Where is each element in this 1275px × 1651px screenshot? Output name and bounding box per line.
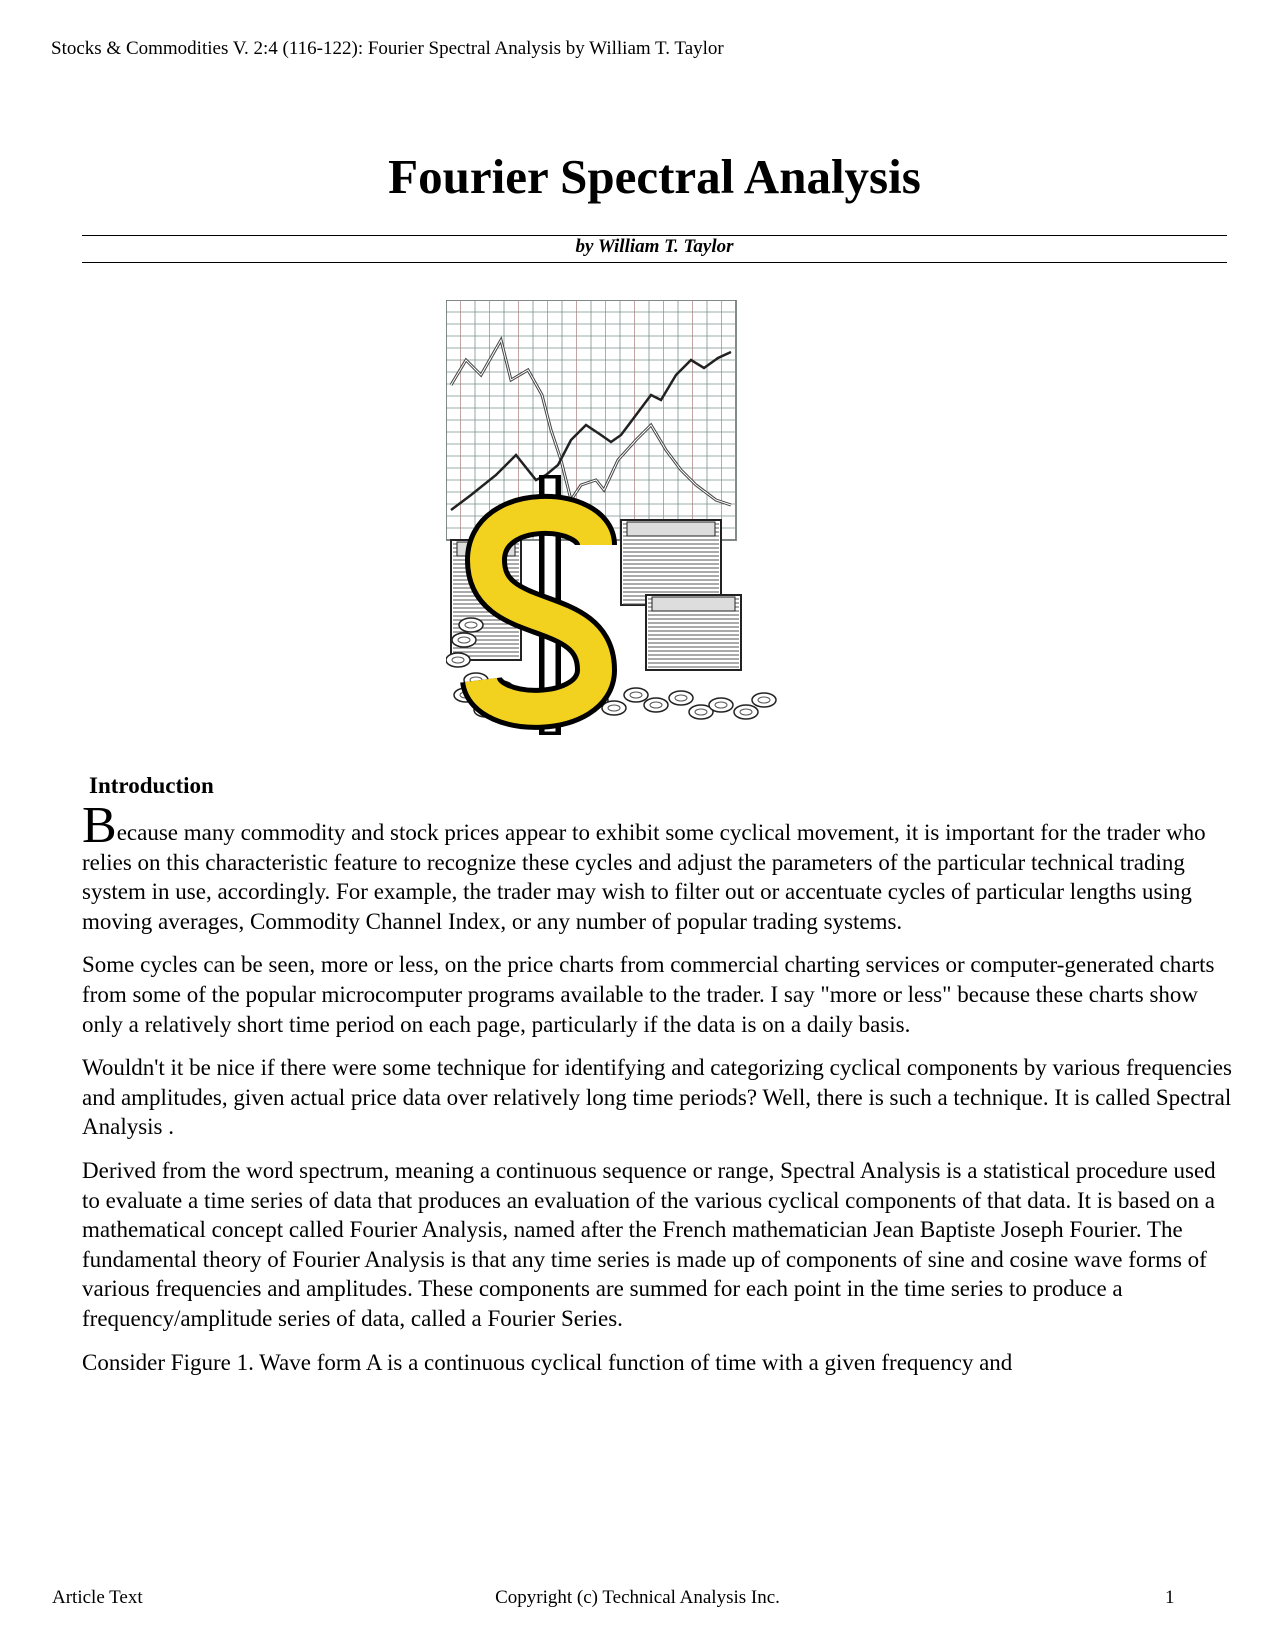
money-chart-illustration bbox=[446, 300, 796, 740]
title-rule-bottom bbox=[82, 262, 1227, 263]
paragraph: Consider Figure 1. Wave form A is a continuous cyclical function of time with a given frequency and bbox=[82, 1349, 1013, 1375]
paragraph: Wouldn't it be nice if there were some technique for identifying and categorizing cyclical components by various frequencies and amplitudes, given actual price data over relatively long time periods? Well, there is such a technique. It is called Spectral Analysis . bbox=[82, 1055, 1232, 1140]
paragraph: Derived from the word spectrum, meaning a continuous sequence or range, Spectral Analysis is a statistical procedure used to evaluate a time series of data that produces an evaluation of the various cyclical components of that data. It is based on a mathematical concept called Fourier Analysis, named after the French mathematician Jean Baptiste Joseph Fourier. The fundamental theory of Fourier Analysis is that any time series is made up of components of sine and cosine wave forms of various frequencies and amplitudes. These components are summed for each point in the time series to produce a frequency/amplitude series of data, called a Fourier Series. bbox=[82, 1157, 1216, 1331]
illustration-grid bbox=[446, 300, 736, 540]
paragraph-text: ecause many commodity and stock prices appear to exhibit some cyclical movement, it is important for the trader who relies on this characteristic feature to recognize these cycles and adjust the parameters of the particular technical trading system in use, accordingly. For example, the trader may wish to filter out or accentuate cycles of particular lengths using moving averages, Commodity Channel Index, or any number of popular trading systems. bbox=[82, 820, 1206, 934]
article-title: Fourier Spectral Analysis bbox=[388, 149, 921, 204]
page-number: 1 bbox=[1165, 1587, 1175, 1608]
paragraph bbox=[82, 797, 1232, 936]
dollar-sign bbox=[481, 475, 596, 735]
footer-left: Article Text bbox=[52, 1587, 143, 1608]
drop-cap: B bbox=[82, 797, 117, 854]
running-head: Stocks & Commodities V. 2:4 (116-122): Fourier Spectral Analysis by William T. Taylor bbox=[51, 38, 724, 59]
footer-center: Copyright (c) Technical Analysis Inc. bbox=[495, 1587, 780, 1608]
article-body bbox=[82, 797, 1232, 1391]
section-heading-introduction: Introduction bbox=[89, 773, 214, 798]
byline: by William T. Taylor bbox=[575, 236, 734, 257]
paragraph: Some cycles can be seen, more or less, on the price charts from commercial charting services or computer-generated charts from some of the popular microcomputer programs available to the trader. I say "more or less" because these charts show only a relatively short time period on each page, particularly if the data is on a daily basis. bbox=[82, 952, 1215, 1037]
